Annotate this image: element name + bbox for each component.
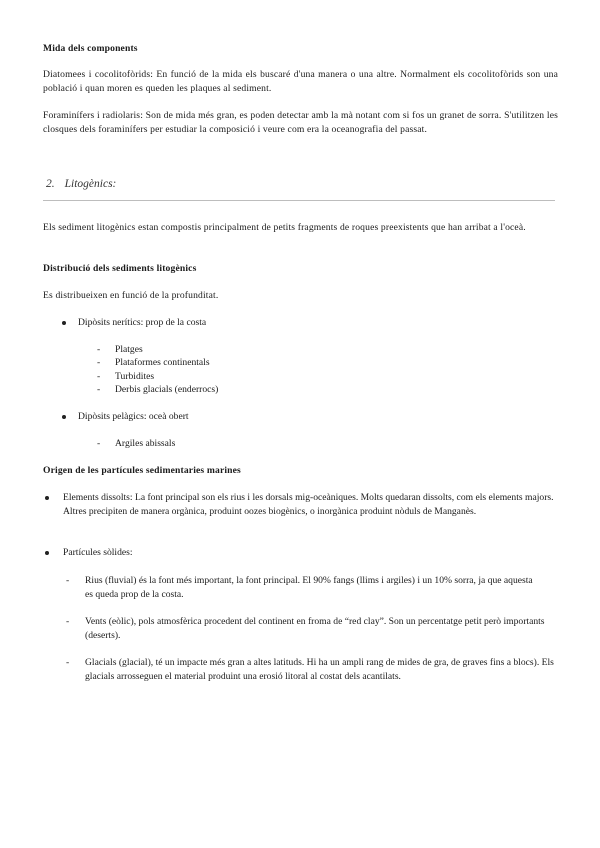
list-item: - Platges <box>97 344 143 355</box>
paragraph-diatomees: Diatomees i cocolitofòrids: En funció de la mida els buscaré d'una manera o una altre. Normalment els cocolitofòrids son una població i quan moren es queden les plaques al sediment. <box>43 69 558 94</box>
section-heading-litogenics <box>46 178 116 190</box>
section-title-distribucio: Distribució dels sediments litogènics <box>43 263 197 274</box>
bullet-neritics-label: Dipòsits nerítics: prop de la costa <box>78 317 207 328</box>
list-item-vents: - Vents (eòlic), pols atmosfèrica procedent del continent en froma de “red clay”. Son un percentatge petit però importants (deserts). <box>66 616 545 641</box>
bullet-elements-dissolts <box>44 491 558 519</box>
list-item: - Argiles abissals <box>97 438 176 449</box>
list-item: - Turbidites <box>97 371 155 382</box>
section-title-mida: Mida dels components <box>43 43 138 54</box>
bullet-pelagics-label: Dipòsits pelàgics: oceà obert <box>78 411 189 422</box>
bullet-particules-solides-label: Partícules sòlides: <box>63 547 133 558</box>
heading-title: Litogènics: <box>64 178 117 190</box>
list-item: - Derbis glacials (enderrocs) <box>97 384 219 395</box>
section-title-origen: Origen de les partícules sedimentaries marines <box>43 465 241 476</box>
paragraph-foraminifers: Foraminífers i radiolaris: Son de mida més gran, es poden detectar amb la mà notant com si fos un granet de sorra. S'utilitzen les closques dels foraminífers per estudiar la composició i veure com era la oceanografia del passat. <box>43 110 558 135</box>
bullet-pelagics <box>61 410 541 424</box>
list-item-glacials: - Glacials (glacial), té un impacte més gran a altes latituds. Hi ha un ampli rang de mides de gra, de graves fins a blocs). Els glacials arrosseguen el material produint una erosió litoral al costat dels acantilats. <box>66 657 554 682</box>
bullet-elements-dissolts-text: Elements dissolts: La font principal son els rius i les dorsals mig-oceàniques. Molts quedaran dissolts, com els elements majors. Altres precipiten de manera orgànica, produint oozes biogènics, o inorgànica produint nòduls de Manganès. <box>63 492 554 517</box>
paragraph-distribucio: Es distribueixen en funció de la profunditat. <box>43 290 219 301</box>
list-item: - Plataformes continentals <box>97 357 210 368</box>
bullet-particules-solides <box>44 546 558 560</box>
list-item-rius: - Rius (fluvial) és la font més important, la font principal. El 90% fangs (llims i argiles) i un 10% sorra, ja que aquesta es queda prop de la costa. <box>66 575 533 600</box>
paragraph-litogenics-intro: Els sediment litogènics estan compostis principalment de petits fragments de roques preexistents que han arribat a l'oceà. <box>43 222 526 233</box>
heading-divider <box>43 200 555 201</box>
heading-number: 2. <box>46 178 55 190</box>
bullet-neritics <box>61 316 541 330</box>
